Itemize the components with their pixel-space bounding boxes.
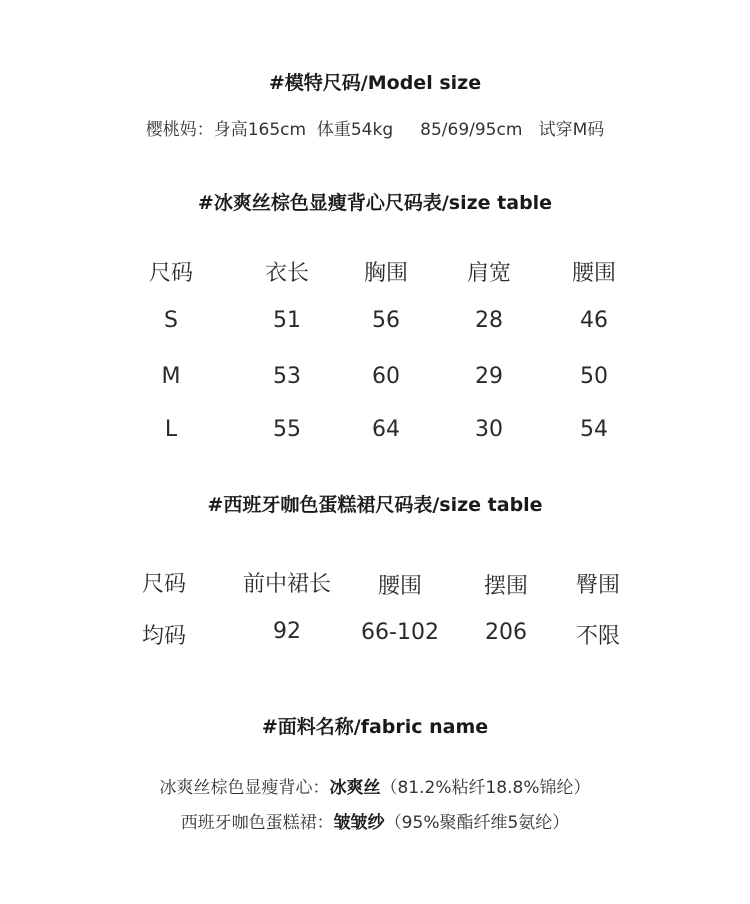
vest-cell-shoulder: 30 (475, 417, 503, 442)
vest-cell-waist: 46 (580, 308, 608, 333)
vest-cell-waist: 50 (580, 364, 608, 389)
skirt-header-waist: 腰围 (377, 574, 423, 599)
skirt-cell-hem: 206 (485, 620, 527, 645)
fabric-vest-label: 冰爽丝棕色显瘦背心： (159, 778, 330, 798)
vest-cell-shoulder: 28 (475, 308, 503, 333)
vest-size-table-heading: #冰爽丝棕色显瘦背心尺码表/size table (197, 192, 553, 214)
skirt-header-hip: 臀围 (575, 573, 621, 598)
skirt-size-table-heading: #西班牙咖色蛋糕裙尺码表/size table (207, 494, 543, 516)
fabric-vest-line (0, 773, 750, 798)
vest-cell-waist: 54 (580, 417, 608, 442)
vest-cell-bust: 60 (372, 364, 400, 389)
skirt-cell-size: 均码 (141, 624, 187, 649)
skirt-header-hem: 摆围 (483, 574, 529, 599)
skirt-cell-waist: 66-102 (361, 620, 439, 645)
fabric-vest-material: 冰爽丝 (329, 778, 381, 798)
fabric-skirt-material: 皱皱纱 (333, 813, 385, 833)
fabric-skirt-line (0, 808, 750, 833)
vest-header-size: 尺码 (148, 261, 194, 286)
skirt-cell-front-length: 92 (273, 619, 301, 644)
model-info: 樱桃妈：身高165cm 体重54kg 85/69/95cm 试穿M码 (145, 120, 605, 140)
vest-cell-size: L (164, 417, 178, 442)
vest-header-bust: 胸围 (363, 261, 409, 286)
vest-header-length: 衣长 (264, 261, 310, 286)
fabric-skirt-detail: （95%聚酯纤维5氨纶） (384, 813, 570, 833)
skirt-header-front-length: 前中裙长 (242, 572, 332, 597)
vest-header-shoulder: 肩宽 (466, 261, 512, 286)
vest-cell-bust: 64 (372, 417, 400, 442)
vest-cell-length: 55 (273, 417, 301, 442)
vest-cell-length: 51 (273, 308, 301, 333)
vest-cell-size: M (161, 364, 181, 389)
vest-cell-bust: 56 (372, 308, 400, 333)
model-size-heading: #模特尺码/Model size (268, 72, 482, 94)
vest-cell-shoulder: 29 (475, 364, 503, 389)
fabric-skirt-label: 西班牙咖色蛋糕裙： (180, 813, 334, 833)
vest-header-waist: 腰围 (571, 261, 617, 286)
fabric-heading: #面料名称/fabric name (261, 716, 489, 738)
vest-cell-size: S (164, 308, 178, 333)
vest-cell-length: 53 (273, 364, 301, 389)
skirt-header-size: 尺码 (141, 572, 187, 597)
skirt-cell-hip: 不限 (575, 624, 621, 649)
fabric-vest-detail: （81.2%粘纤18.8%锦纶） (380, 778, 591, 798)
